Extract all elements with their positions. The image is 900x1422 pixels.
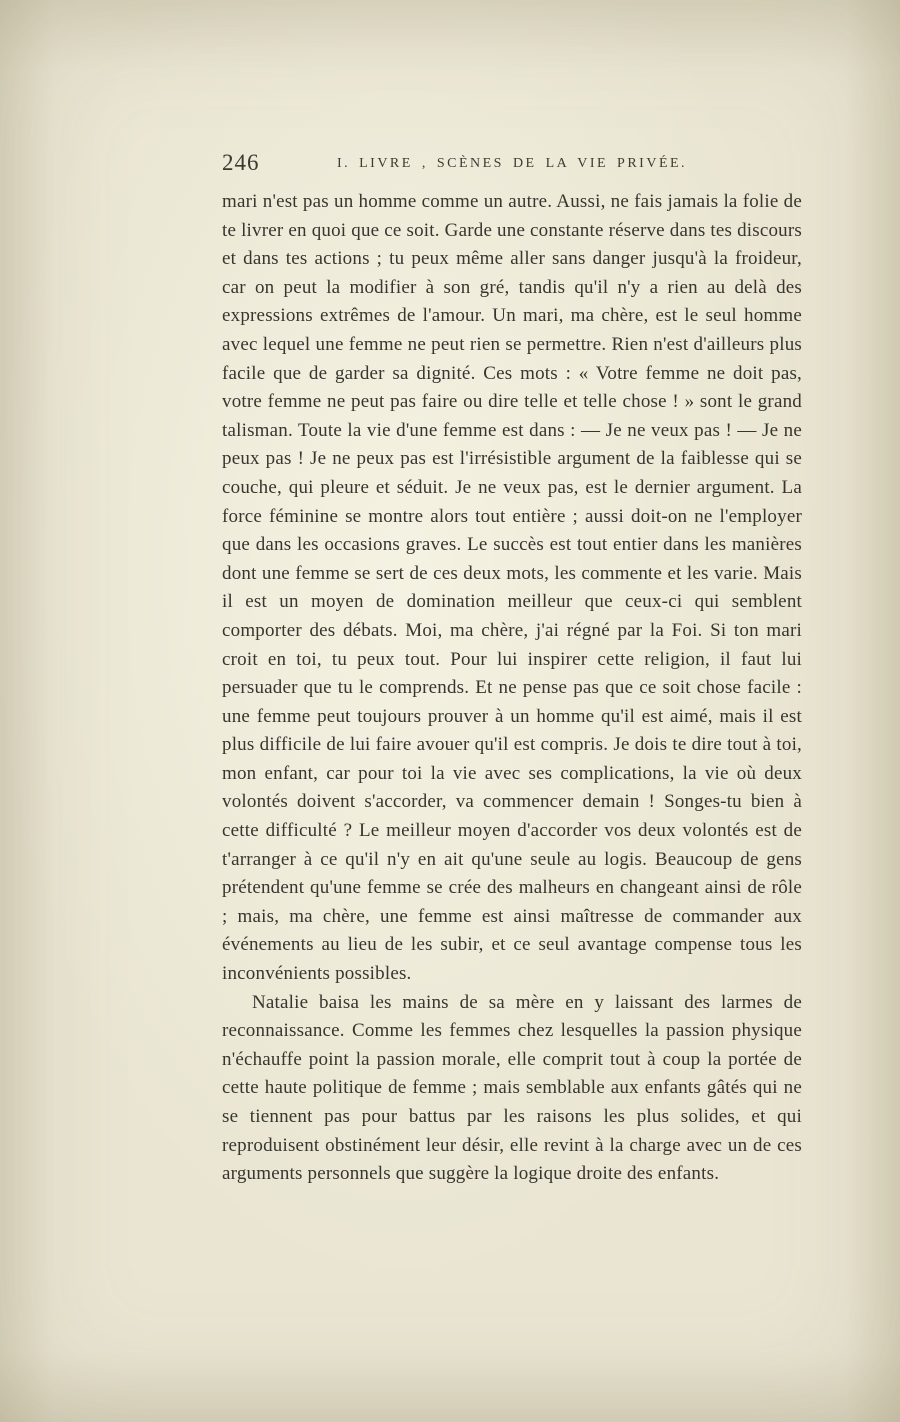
body-paragraph-1: mari n'est pas un homme comme un autre. Aussi, ne fais jamais la folie de te livrer en quoi que ce soit. Garde une constante réserve dans tes discours et dans tes actions ; tu peux même aller sans danger jusqu'à la froideur, car on peut la modifier à son gré, tandis qu'il n'y a rien au delà des expressions extrêmes de l'amour. Un mari, ma chère, est le seul homme avec lequel une femme ne peut rien se permettre. Rien n'est d'ailleurs plus facile que de garder sa dignité. Ces mots : « Votre femme ne doit pas, votre femme ne peut pas faire ou dire telle et telle chose ! » sont le grand talisman. Toute la vie d'une femme est dans : — Je ne veux pas ! — Je ne peux pas ! Je ne peux pas est l'irrésistible argument de la faiblesse qui se couche, qui pleure et séduit. Je ne veux pas, est le dernier argument. La force féminine se montre alors tout entière ; aussi doit-on ne l'employer que dans les occasions graves. Le succès est tout entier dans les manières dont une femme se sert de ces deux mots, les commente et les varie. Mais il est un moyen de domination meilleur que ceux-ci qui semblent comporter des débats. Moi, ma chère, j'ai régné par la Foi. Si ton mari croit en toi, tu peux tout. Pour lui inspirer cette religion, il faut lui persuader que tu le comprends. Et ne pense pas que ce soit chose facile : une femme peut toujours prouver à un homme qu'il est aimé, mais il est plus difficile de lui faire avouer qu'il est compris. Je dois te dire tout à toi, mon enfant, car pour toi la vie avec ses complications, la vie où deux volontés doivent s'accorder, va commencer demain ! Songes-tu bien à cette difficulté ? Le meilleur moyen d'accorder vos deux volontés est de t'arranger à ce qu'il n'y en ait qu'une seule au logis. Beaucoup de gens prétendent qu'une femme se crée des malheurs en changeant ainsi de rôle ; mais, ma chère, une femme est ainsi maîtresse de commander aux événements au lieu de les subir, et ce seul avantage compense tous les inconvénients possibles. bbox=[222, 191, 802, 985]
body-paragraph-2: Natalie baisa les mains de sa mère en y laissant des larmes de reconnaissance. Comme les femmes chez lesquelles la passion physique n'échauffe point la passion morale, elle comprit tout à coup la portée de cette haute politique de femme ; mais semblable aux enfants gâtés qui ne se tiennent pas pour battus par les raisons les plus solides, et qui reproduisent obstinément leur désir, elle revint à la charge avec un de ces arguments personnels que suggère la logique droite des enfants. bbox=[222, 991, 802, 1185]
running-header-title: I. LIVRE , SCÈNES DE LA VIE PRIVÉE. bbox=[336, 156, 688, 171]
book-page bbox=[222, 150, 802, 1189]
page-number: 246 bbox=[222, 150, 260, 175]
body-text-block bbox=[222, 188, 802, 1189]
running-head bbox=[222, 150, 802, 180]
